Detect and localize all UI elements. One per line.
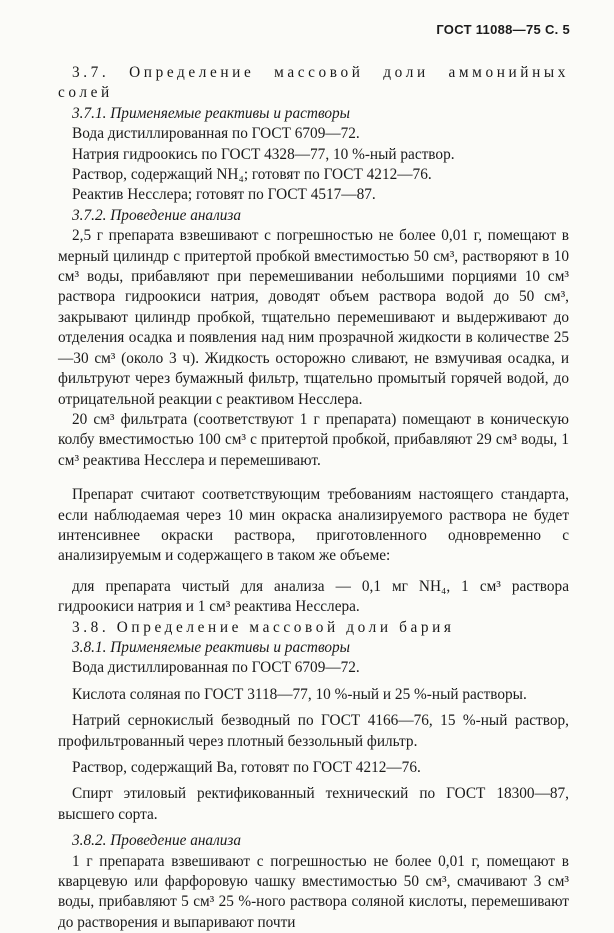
- paragraph: Спирт этиловый ректификованный технический по ГОСТ 18300—87, высшего сорта.: [58, 785, 569, 823]
- subsection-heading-3-7-1: 3.7.1. Применяемые реактивы и растворы: [72, 104, 351, 122]
- section-heading-3-8: 3.8. Определение массовой доли бария: [72, 618, 455, 636]
- paragraph: 2,5 г препарата взвешивают с погрешностью не более 0,01 г, помещают в мерный цилиндр с притертой пробкой вместимостью 50 см³, растворяют в 10 см³ воды, прибавляют при перемешивании небольшими порциями 10 см³ раствора гидроокиси натрия, доводят объем раствора водой до 50 см³, закрывают цилиндр пробкой, тщательно перемешивают и выдерживают до отделения осадка и появления над ним прозрачной жидкости в количестве 25—30 см³ (около 3 ч). Жидкость осторожно сливают, не взмучивая осадка, и фильтруют через бумажный фильтр, тщательно промытый горячей водой, до отрицательной реакции с реактивом Несслера.: [58, 227, 569, 408]
- paragraph: Реактив Несслера; готовят по ГОСТ 4517—87.: [72, 186, 376, 204]
- document-body: [58, 63, 569, 933]
- paragraph: Кислота соляная по ГОСТ 3118—77, 10 %-ный и 25 %-ный растворы.: [72, 685, 527, 703]
- paragraph: Вода дистиллированная по ГОСТ 6709—72.: [72, 125, 360, 143]
- paragraph: Препарат считают соответствующим требованиям настоящего стандарта, если наблюдаемая через 10 мин окраска анализируемого раствора не будет интенсивнее окраски раствора, приготовленного одновременно с анализируемым и содержащего в таком же объеме:: [58, 486, 569, 565]
- paragraph: для препарата чистый для анализа — 0,1 мг NH₄, 1 см³ раствора гидроокиси натрия и 1 см³ реактива Несслера.: [58, 577, 569, 616]
- paragraph: Натрий сернокислый безводный по ГОСТ 4166—76, 15 %-ный раствор, профильтрованный через плотный беззольный фильтр.: [58, 712, 569, 750]
- subsection-heading-3-8-2: 3.8.2. Проведение анализа: [72, 832, 242, 850]
- paragraph: Вода дистиллированная по ГОСТ 6709—72.: [72, 659, 360, 677]
- subsection-heading-3-8-1: 3.8.1. Применяемые реактивы и растворы: [72, 638, 351, 656]
- paragraph: 20 см³ фильтрата (соответствуют 1 г препарата) помещают в коническую колбу вместимостью 100 см³ с притертой пробкой, прибавляют 29 см³ воды, 1 см³ реактива Несслера и перемешивают.: [58, 410, 569, 469]
- paragraph: Натрия гидроокись по ГОСТ 4328—77, 10 %-ный раствор.: [72, 145, 455, 163]
- page-header: ГОСТ 11088—75 С. 5: [436, 22, 570, 37]
- paragraph: Раствор, содержащий Ba, готовят по ГОСТ 4212—76.: [72, 759, 421, 776]
- subsection-heading-3-7-2: 3.7.2. Проведение анализа: [72, 206, 242, 224]
- paragraph: Раствор, содержащий NH₄; готовят по ГОСТ 4212—76.: [72, 166, 432, 184]
- section-heading-3-7: 3.7. Определение массовой доли аммонийных солей: [58, 64, 569, 102]
- paragraph: 1 г препарата взвешивают с погрешностью не более 0,01 г, помещают в кварцевую или фарфоровую чашку вместимостью 50 см³, смачивают 3 см³ воды, прибавляют 5 см³ 25 %-ного раствора соляной кислоты, перемешивают до растворения и выпаривают почти: [58, 852, 569, 931]
